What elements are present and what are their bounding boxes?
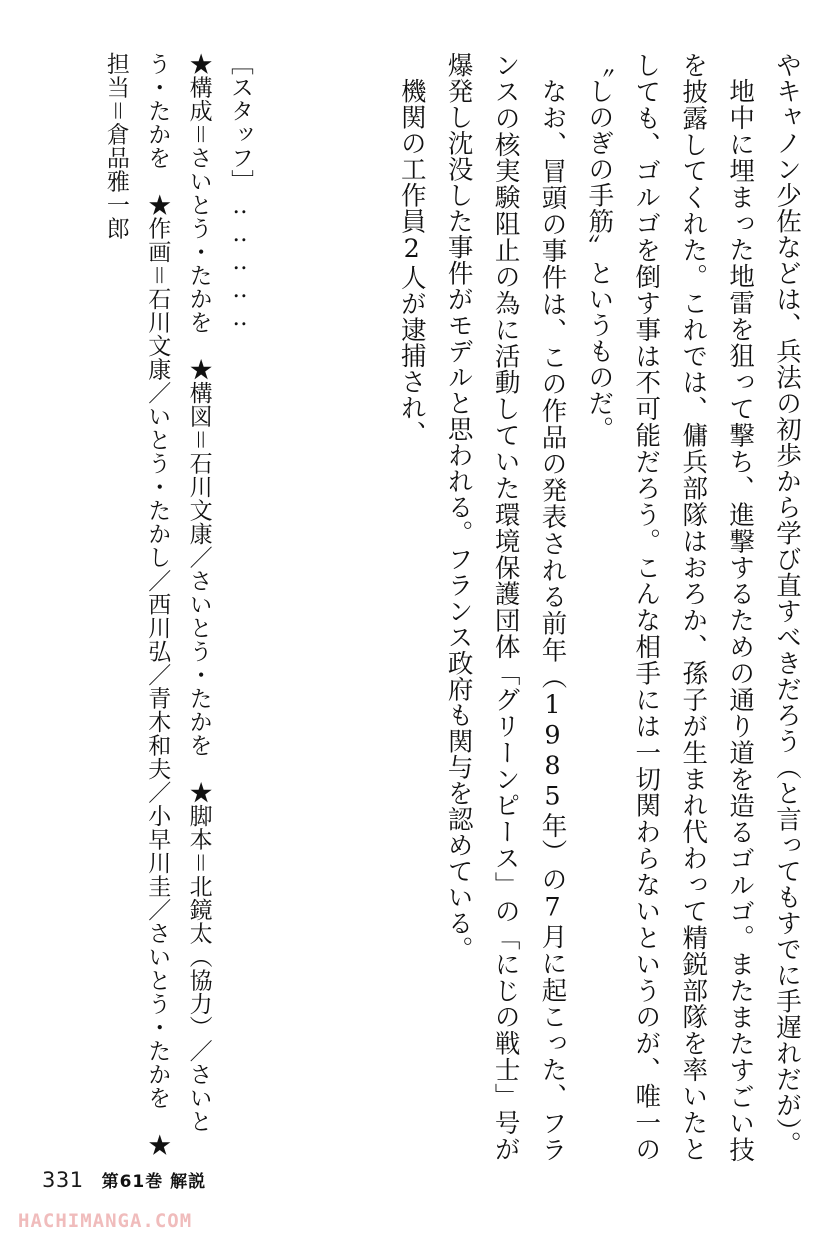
staff-heading-label: ［スタッフ］	[227, 52, 253, 193]
volume-caption: 第61巻 解説	[101, 1172, 207, 1192]
paragraph-4: 機関の工作員2人が逮捕され、	[396, 77, 427, 446]
staff-credit-line: ★構成＝さいとう・たかを ★構図＝石川文康／さいとう・たかを ★脚本＝北鏡太（協力）／さいとう・たかを ★作画＝石川文康／いとう・たかし／西川弘／青木和夫／小早川圭／さいとう・たかを ★担当＝倉品雅一郎	[102, 52, 212, 1157]
paragraph-1: やキャノン少佐などは、兵法の初歩から学び直すべきだろう（と言ってもすでに手遅れだが）。	[772, 52, 802, 1158]
page-footer	[42, 1167, 206, 1192]
staff-heading-dots: ‥‥‥‥‥	[227, 193, 253, 333]
site-watermark: HACHIMANGA.COM	[18, 1210, 193, 1232]
paragraph-2: 地中に埋まった地雷を狙って撃ち、進撃するための通り道を造るゴルゴ。またまたすごい技を披露してくれた。これでは、傭兵部隊はおろか、孫子が生まれ代わって精鋭部隊を率いたとしても、ゴルゴを倒す事は不可能だろう。こんな相手には一切関わらないというのが、唯一の〝しのぎの手筋〟というものだ。	[584, 52, 756, 1163]
paragraph-3: なお、冒頭の事件は、この作品の発表される前年（1985年）の7月に起こった、フランスの核実験阻止の為に活動していた環境保護団体「グリーンピース」の「にじの戦士」号が爆発し沈没した事件がモデルと思われる。フランス政府も関与を認めている。	[443, 52, 568, 1162]
page-number: 331	[42, 1168, 84, 1192]
staff-heading	[219, 52, 260, 1162]
staff-credits-block	[60, 52, 260, 1162]
